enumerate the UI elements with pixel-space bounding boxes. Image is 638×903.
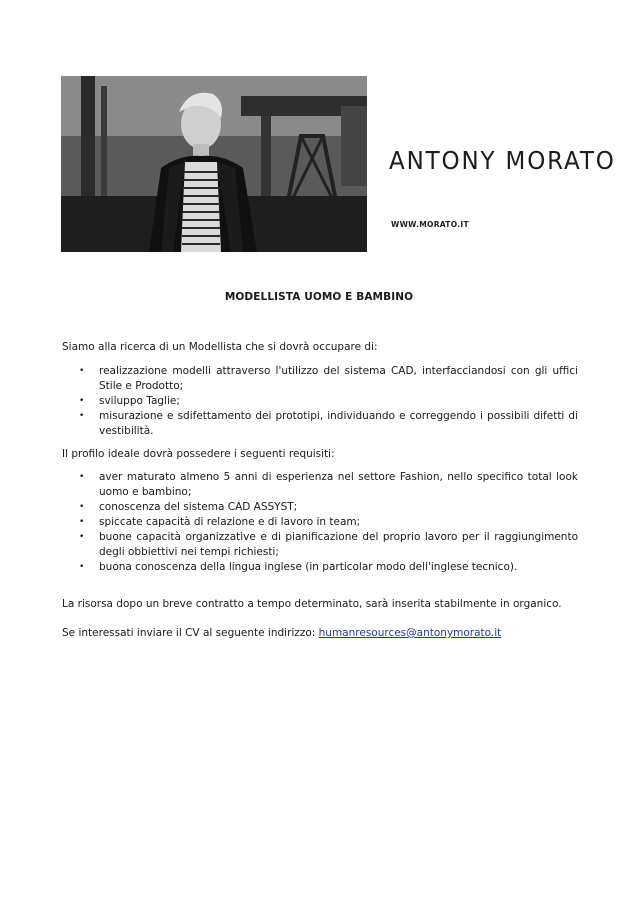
bullet-icon: •	[79, 517, 85, 527]
bullet-icon: •	[79, 532, 85, 542]
bullet-icon: •	[79, 366, 85, 376]
requirements-list	[62, 470, 578, 575]
list-item: • sviluppo Taglie;	[79, 395, 180, 407]
contact-line	[62, 626, 578, 641]
bullet-icon: •	[79, 502, 85, 512]
campaign-photo	[61, 76, 367, 252]
list-item: • buone capacità organizzative e di pianificazione del proprio lavoro per il raggiungimento degli obbiettivi nei tempi richiesti;	[79, 531, 578, 558]
profile-intro-text: Il profilo ideale dovrà possedere i seguenti requisiti:	[62, 448, 335, 460]
list-item: • aver maturato almeno 5 anni di esperienza nel settore Fashion, nello specifico total look uomo e bambino;	[79, 471, 578, 498]
bullet-icon: •	[79, 562, 85, 572]
header-banner	[61, 76, 616, 252]
contact-text: Se interessati inviare il CV al seguente indirizzo:	[62, 627, 316, 639]
list-item: • conoscenza del sistema CAD ASSYST;	[79, 501, 298, 513]
duties-list	[62, 364, 578, 439]
brand-logo: ANTONY MORATO	[389, 146, 616, 175]
job-title: MODELLISTA UOMO E BAMBINO	[224, 291, 414, 303]
email-link[interactable]: humanresources@antonymorato.it	[318, 627, 502, 639]
list-item: • misurazione e sdifettamento dei prototipi, individuando e correggendo i possibili difetti di vestibilità.	[79, 410, 578, 437]
closing-text: La risorsa dopo un breve contratto a tempo determinato, sarà inserita stabilmente in organico.	[62, 598, 562, 610]
list-item: • spiccate capacità di relazione e di lavoro in team;	[79, 516, 361, 528]
bullet-icon: •	[79, 411, 85, 421]
bullet-icon: •	[79, 472, 85, 482]
list-item: • buona conoscenza della lingua inglese (in particolar modo dell'inglese tecnico).	[79, 561, 518, 573]
intro-text: Siamo alla ricerca di un Modellista che si dovrà occupare di:	[62, 341, 378, 353]
website-url: WWW.MORATO.IT	[391, 220, 469, 229]
bullet-icon: •	[79, 396, 85, 406]
list-item: • realizzazione modelli attraverso l'utilizzo del sistema CAD, interfacciandosi con gli uffici Stile e Prodotto;	[79, 365, 578, 392]
job-description	[62, 340, 578, 641]
